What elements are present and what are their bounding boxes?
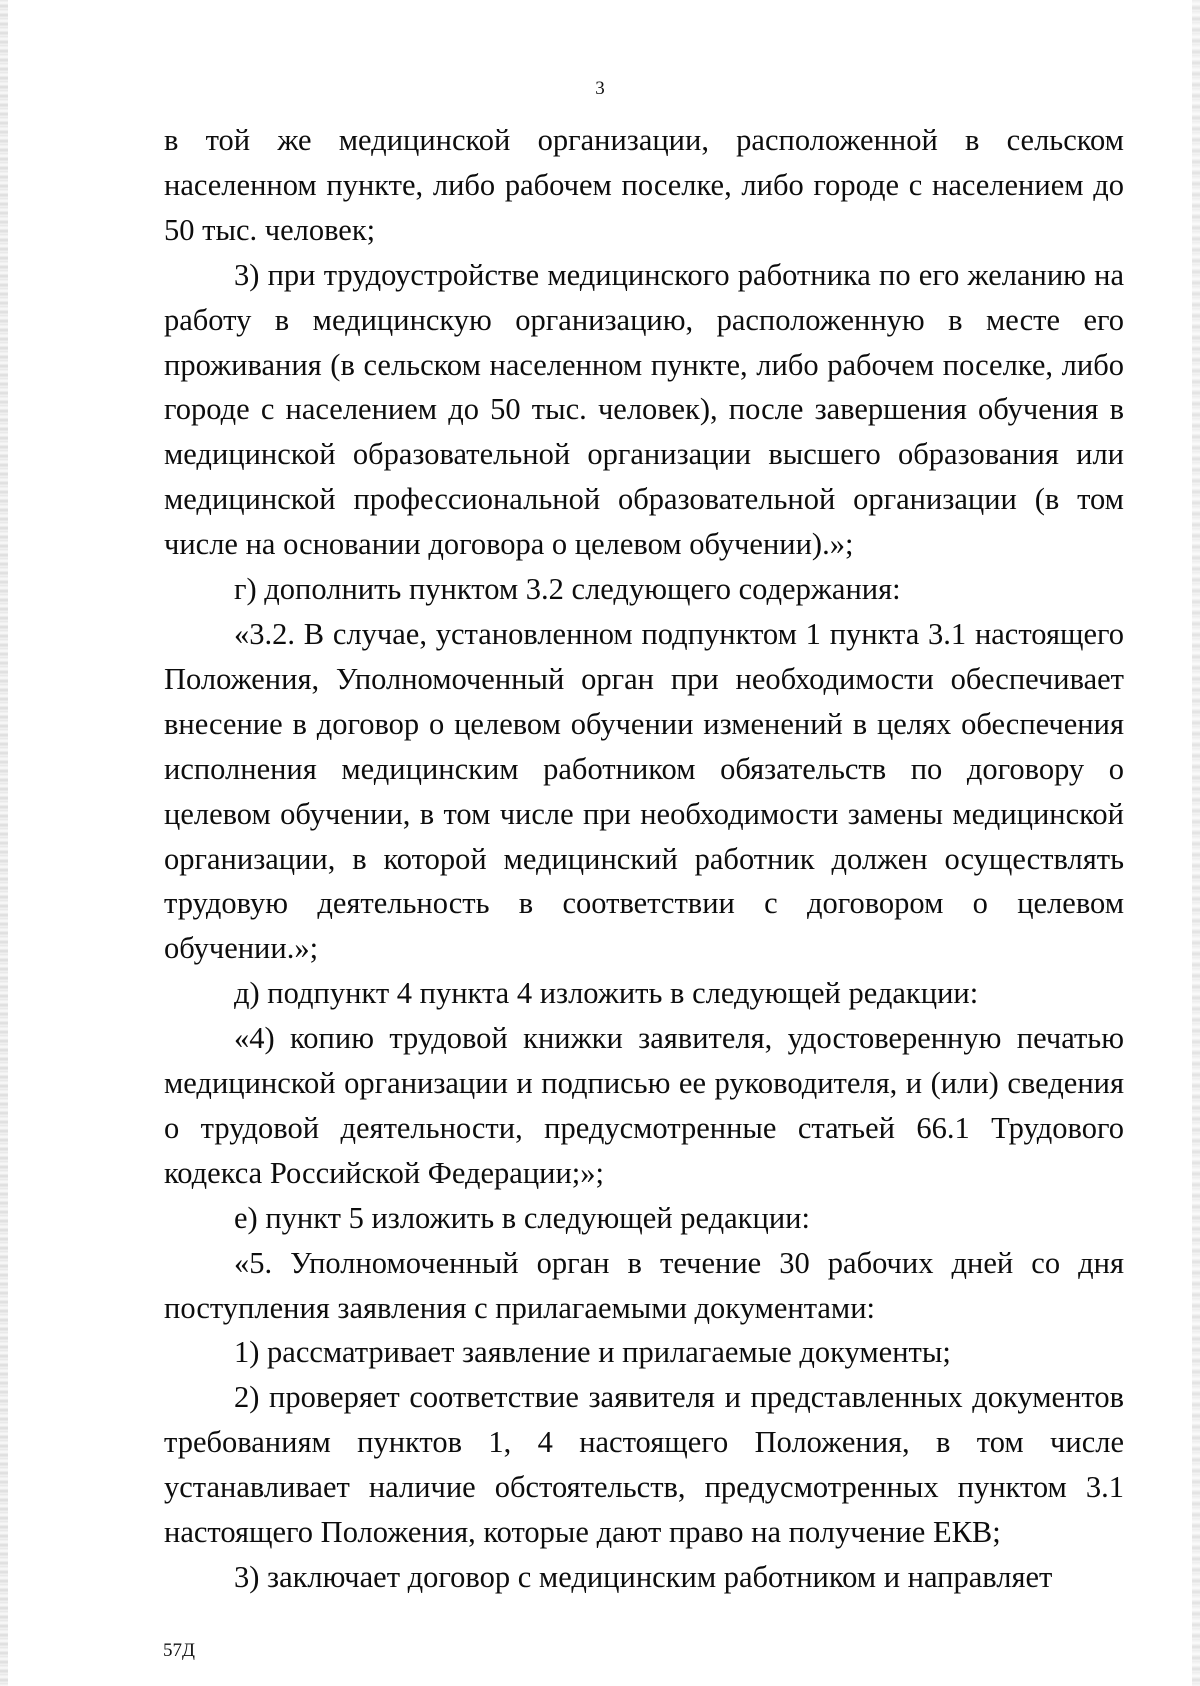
paragraph: «3.2. В случае, установленном подпунктом 1 пункта 3.1 настоящего Положения, Уполномоченный орган при необходимости обеспечивает внесение в договор о целевом обучении изменений в целях обеспечения исполнения медицинским работником обязательств по договору о целевом обучении, в том числе при необходимости замены медицинской организации, в которой медицинский работник должен осуществлять трудовую деятельность в соответствии с договором о целевом обучении.»;	[164, 616, 1124, 966]
paragraph: 1) рассматривает заявление и прилагаемые документы;	[234, 1335, 951, 1370]
document-body	[164, 118, 1124, 1600]
paragraph: «5. Уполномоченный орган в течение 30 рабочих дней со дня поступления заявления с прилагаемыми документами:	[164, 1245, 1124, 1325]
document-code: 57Д	[163, 1640, 195, 1661]
paragraph: г) дополнить пунктом 3.2 следующего содержания:	[234, 572, 901, 607]
paragraph: «4) копию трудовой книжки заявителя, удостоверенную печатью медицинской организации и подписью ее руководителя, и (или) сведения о трудовой деятельности, предусмотренные статьей 66.1 Трудового кодекса Российской Федерации;»;	[164, 1021, 1124, 1190]
paragraph: 2) проверяет соответствие заявителя и представленных документов требованиям пунктов 1, 4 настоящего Положения, в том числе устанавливает наличие обстоятельств, предусмотренных пунктом 3.1 настоящего Положения, которые дают право на получение ЕКВ;	[164, 1380, 1124, 1550]
paragraph: д) подпункт 4 пункта 4 изложить в следующей редакции:	[234, 976, 979, 1011]
paragraph: 3) при трудоустройстве медицинского работника по его желанию на работу в медицинскую организацию, расположенную в месте его проживания (в сельском населенном пункте, либо рабочем поселке, либо городе с населением до 50 тыс. человек), после завершения обучения в медицинской образовательной организации высшего образования или медицинской профессиональной образовательной организации (в том числе на основании договора о целевом обучении).»;	[164, 257, 1124, 562]
paragraph: 3) заключает договор с медицинским работником и направляет	[234, 1560, 1053, 1594]
scan-edge-left	[0, 0, 8, 1686]
paragraph: в той же медицинской организации, расположенной в сельском населенном пункте, либо рабочем поселке, либо городе с населением до 50 тыс. человек;	[164, 123, 1124, 247]
paragraph: е) пункт 5 изложить в следующей редакции:	[234, 1200, 810, 1235]
scan-edge-right	[1192, 0, 1200, 1686]
page-number: 3	[595, 78, 605, 99]
